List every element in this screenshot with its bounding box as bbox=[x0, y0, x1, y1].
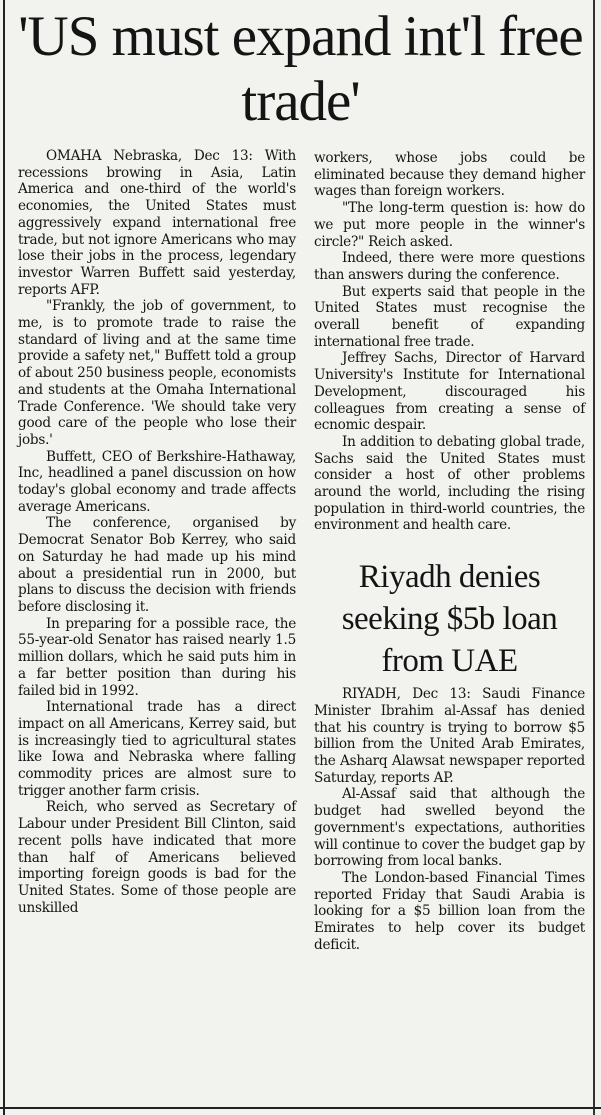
paragraph: OMAHA Nebraska, Dec 13: With recessions browing in Asia, Latin America and one-third of the world's economies, the United States must aggressively expand international free trade, but not ignore Americans who may lose their jobs in the process, legendary investor Warren Buffett said yesterday, reports AFP. bbox=[18, 148, 296, 298]
paragraph: But experts said that people in the United States must recognise the overall benefit of expanding international free trade. bbox=[314, 283, 585, 350]
paragraph: Reich, who served as Secretary of Labour under President Bill Clinton, said recent polls have indicated that more than half of Americans believed importing foreign goods is bad for the United States. Some of those people are unskilled bbox=[18, 799, 296, 916]
paragraph: workers, whose jobs could be eliminated because they demand higher wages than foreign workers. bbox=[314, 150, 585, 200]
paragraph: Buffett, CEO of Berkshire-Hathaway, Inc, headlined a panel discussion on how today's global economy and trade affects average Americans. bbox=[18, 448, 296, 515]
article-trade-column-left bbox=[18, 148, 296, 916]
column-rule-left bbox=[3, 0, 5, 1115]
paragraph: The conference, organised by Democrat Senator Bob Kerrey, who said on Saturday he had made up his mind about a presidential run in 2000, but plans to discuss the decision with friends before disclosing it. bbox=[18, 515, 296, 615]
paragraph: "The long-term question is: how do we put more people in the winner's circle?" Reich asked. bbox=[314, 200, 585, 250]
article-trade-column-right bbox=[314, 150, 585, 953]
paragraph: Jeffrey Sachs, Director of Harvard University's Institute for International Development, discouraged his colleagues from creating a sense of ecnomic despair. bbox=[314, 350, 585, 434]
paragraph: In addition to debating global trade, Sachs said the United States must consider a host of other problems around the world, including the rising population in third-world countries, the environment and health care. bbox=[314, 433, 585, 534]
paragraph: RIYADH, Dec 13: Saudi Finance Minister Ibrahim al-Assaf has denied that his country is trying to borrow $5 billion from the United Arab Emirates, the Asharq Alawsat newspaper reported Saturday, reports AP. bbox=[314, 686, 585, 786]
paragraph: The London-based Financial Times reported Friday that Saudi Arabia is looking for a $5 billion loan from the Emirates to help cover its budget deficit. bbox=[314, 869, 585, 953]
paragraph: Indeed, there were more questions than answers during the conference. bbox=[314, 250, 585, 283]
headline-trade: 'US must expand int'l free trade' bbox=[18, 5, 583, 133]
paragraph: International trade has a direct impact on all Americans, Kerrey said, but is increasingly tied to agricultural states like Iowa and Nebraska where falling commodity prices are almost sure to trigger another farm crisis. bbox=[18, 699, 296, 799]
paragraph: In preparing for a possible race, the 55-year-old Senator has raised nearly 1.5 million dollars, which he said puts him in a far better position than during his failed bid in 1992. bbox=[18, 615, 296, 699]
paragraph: Al-Assaf said that although the budget had swelled beyond the government's expectations, authorities will continue to cover the budget gap by borrowing from local banks. bbox=[314, 786, 585, 870]
paragraph: "Frankly, the job of government, to me, is to promote trade to raise the standard of living and at the same time provide a safety net," Buffett told a group of about 250 business people, economists and students at the Omaha International Trade Conference. 'We should take very good care of the people who lose their jobs.' bbox=[18, 298, 296, 448]
headline-riyadh: Riyadh denies seeking $5b loan from UAE bbox=[341, 559, 558, 680]
bottom-rule bbox=[0, 1107, 601, 1109]
column-rule-right bbox=[593, 0, 595, 1115]
